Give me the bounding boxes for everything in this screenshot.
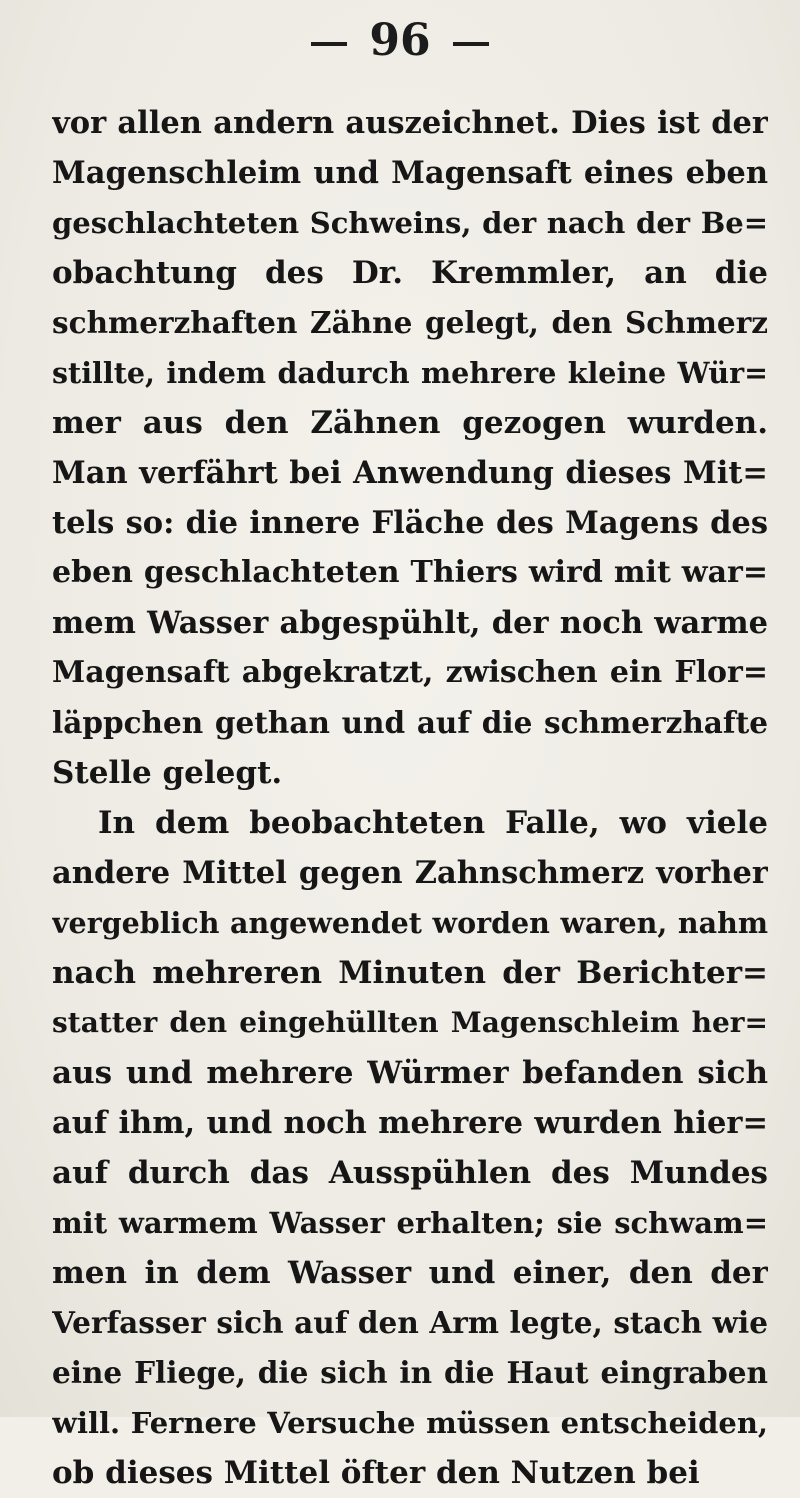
text-line: geschlachteten Schweins, der nach der Be= [52, 206, 768, 240]
text-line: mer aus den Zähnen gezogen wurden. [52, 405, 768, 441]
text-line: mit warmem Wasser erhalten; sie schwam= [52, 1206, 768, 1240]
page-number: 96 [369, 15, 431, 66]
text-line: auf ihm, und noch mehrere wurden hier= [52, 1105, 768, 1141]
text-line: auf durch das Ausspühlen des Mundes [52, 1155, 768, 1191]
text-line: vergeblich angewendet worden waren, nahm [52, 906, 768, 940]
text-line: andere Mittel gegen Zahnschmerz vorher [52, 855, 768, 891]
text-line: mem Wasser abgespühlt, der noch warme [52, 605, 768, 641]
text-line: läppchen gethan und auf die schmerzhafte [52, 705, 768, 740]
text-line: vor allen andern auszeichnet. Dies ist der [52, 105, 768, 141]
text-line: Magensaft abgekratzt, zwischen ein Flor= [52, 655, 768, 690]
text-line: ob dieses Mittel öfter den Nutzen bei [52, 1455, 700, 1491]
text-line: eben geschlachteten Thiers wird mit war= [52, 555, 768, 590]
text-line: Man verfährt bei Anwendung dieses Mit= [52, 455, 768, 491]
text-line: tels so: die innere Fläche des Magens des [52, 505, 768, 541]
text-line: aus und mehrere Würmer befanden sich [52, 1055, 768, 1091]
text-line: eine Fliege, die sich in die Haut eingraben [52, 1355, 768, 1390]
text-line: schmerzhaften Zähne gelegt, den Schmerz [52, 305, 768, 340]
text-line: Magenschleim und Magensaft eines eben [52, 155, 768, 191]
text-line: stillte, indem dadurch mehrere kleine Wür= [52, 356, 768, 390]
text-line: Verfasser sich auf den Arm legte, stach wie [52, 1305, 768, 1340]
text-line: will. Fernere Versuche müssen entscheiden, [52, 1406, 768, 1440]
text-line: Stelle gelegt. [52, 755, 283, 791]
text-line: obachtung des Dr. Kremmler, an die [52, 255, 768, 291]
text-line: nach mehreren Minuten der Berichter= [52, 955, 768, 991]
header-dash-right [453, 42, 489, 46]
page-header [0, 6, 800, 76]
body-text [52, 98, 768, 1498]
text-line: men in dem Wasser und einer, den der [52, 1255, 768, 1291]
text-line: In dem beobachteten Falle, wo viele [98, 805, 768, 841]
text-line: statter den eingehüllten Magenschleim her= [52, 1006, 768, 1039]
header-dash-left [311, 42, 347, 46]
